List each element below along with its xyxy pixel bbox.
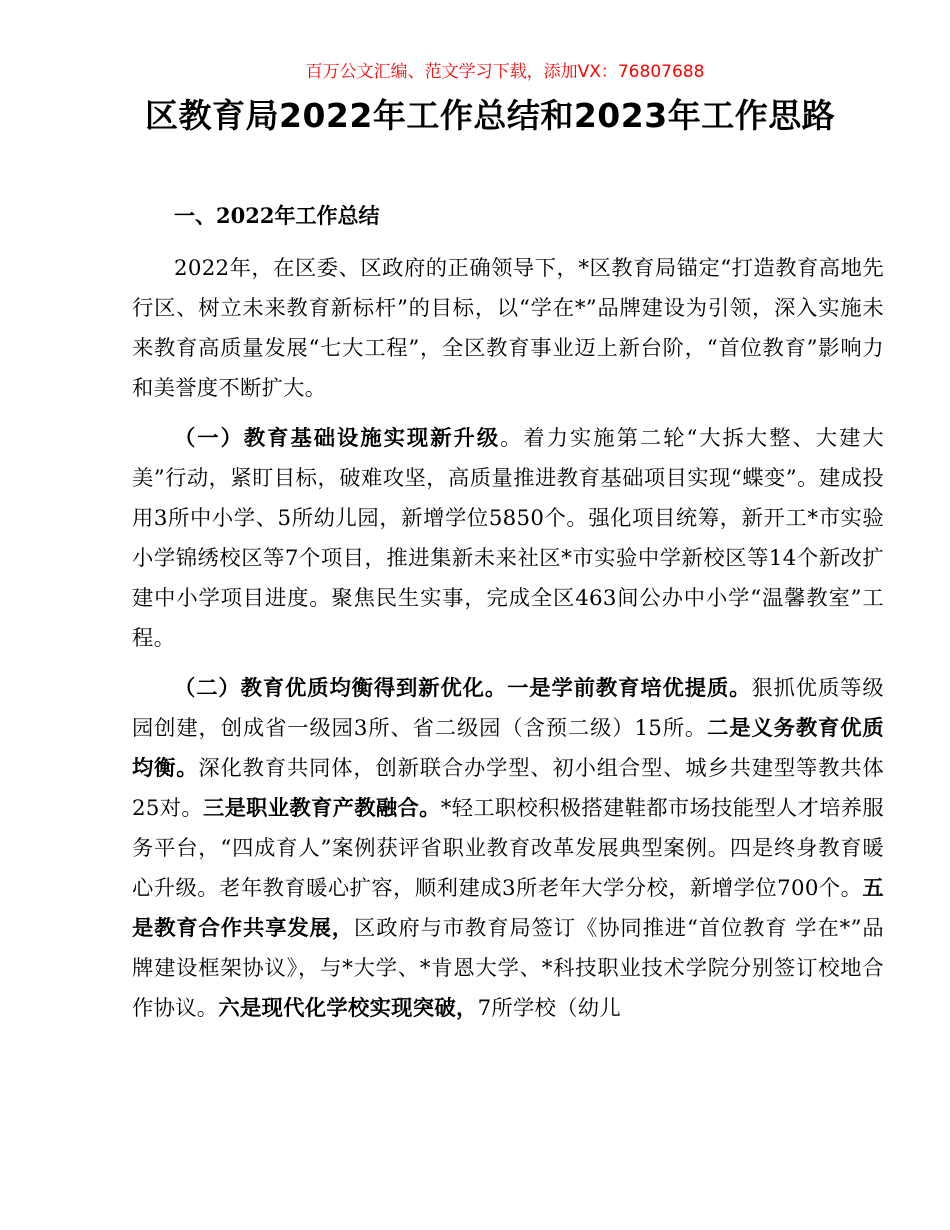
watermark-banner: 百万公文汇编、范文学习下载，添加VX：76807688 — [305, 62, 705, 82]
intro-paragraph: 2022年，在区委、区政府的正确领导下，*区教育局锚定“打造教育高地先行区、树立未来教育新标杆”的目标，以“学在*”品牌建设为引领，深入实施未来教育高质量发展“七大工程”，全区教育事业迈上新台阶，“首位教育”影响力和美誉度不断扩大。 — [132, 256, 884, 401]
item-2-bold-6: 六是现代化学校实现突破， — [218, 996, 478, 1021]
item-1-text: 。着力实施第二轮“大拆大整、大建大美”行动，紧盯目标，破难攻坚，高质量推进教育基础项目实现“蝶变”。建成投用3所中小学、5所幼儿园，新增学位5850个。强化项目统筹，新开工*市实验小学锦绣校区等7个项目，推进集新未来社区*市实验中学新校区等14个新改扩建中小学项目进度。聚焦民生实事，完成全区463间公办中小学“温馨教室”工程。 — [132, 426, 884, 651]
item-2-text-6: 7所学校（幼儿 — [477, 996, 621, 1021]
paragraph-item-2 — [132, 669, 884, 1029]
document-body — [132, 197, 884, 1039]
item-2-text-5: 区政府与市教育局签订《协同推进“首位教育 学在*”品牌建设框架协议》，与*大学、*肯恩大学、*科技职业技术学院分别签订校地合作协议。 — [132, 916, 884, 1021]
paragraph-item-1 — [132, 419, 884, 659]
item-2-bold-5: 五是教育合作共享发展， — [132, 876, 884, 941]
document-title: 区教育局2022年工作总结和2023年工作思路 — [145, 96, 836, 135]
item-1-heading: （一）教育基础设施实现新升级 — [174, 426, 501, 451]
item-2-text-2: 深化教育共同体，创新联合办学型、初小组合型、城乡共建型等教共体25对。 — [132, 756, 884, 821]
section-heading: 一、2022年工作总结 — [174, 203, 380, 228]
item-2-text-1: 狠抓优质等级园创建，创成省一级园3所、省二级园（含预二级）15所。 — [132, 676, 884, 741]
item-2-bold-3: 三是职业教育产教融合。 — [202, 796, 441, 821]
item-2-bold-2: 二是义务教育优质均衡。 — [132, 716, 884, 781]
item-2-text-3: *轻工职校积极搭建鞋都市场技能型人才培养服务平台，“四成育人”案例获评省职业教育改革发展典型案例。四是终身教育暖心升级。老年教育暖心扩容，顺利建成3所老年大学分校，新增学位700个。 — [132, 796, 884, 901]
item-2-heading: （二）教育优质均衡得到新优化。一是学前教育培优提质。 — [174, 676, 752, 701]
